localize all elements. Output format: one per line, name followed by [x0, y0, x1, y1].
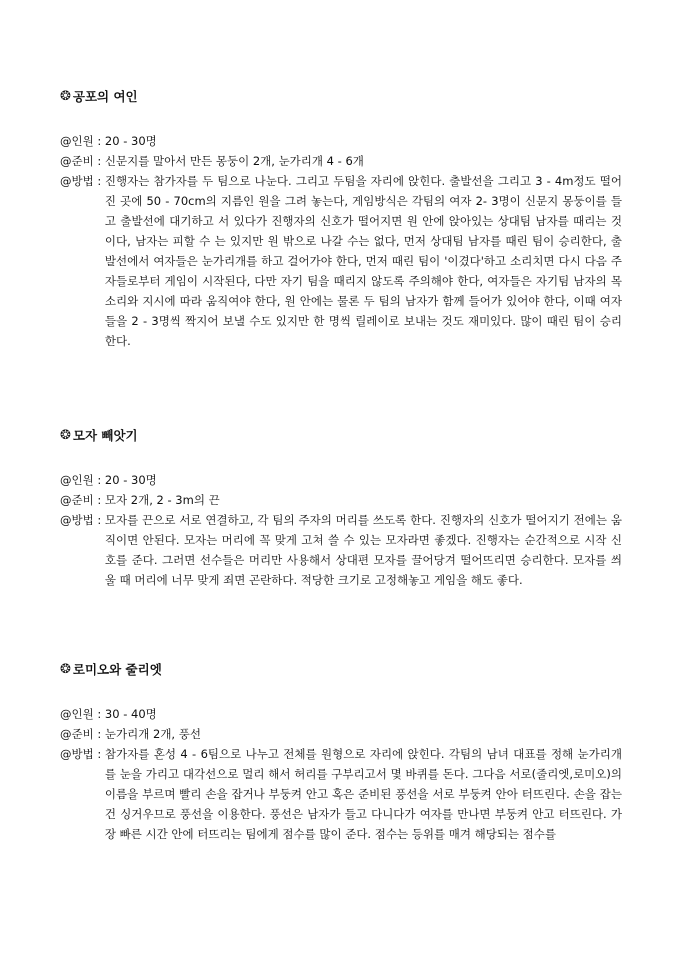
people-value: 20 - 30명	[104, 134, 157, 148]
separator: :	[93, 134, 105, 148]
section-title-text: 로미오와 줄리엣	[72, 662, 162, 677]
people-label: @인원	[60, 134, 94, 148]
separator: :	[93, 174, 105, 188]
bullet-icon: ❂	[60, 662, 71, 677]
people-row	[60, 470, 622, 490]
method-label: @방법	[60, 513, 94, 527]
people-label: @인원	[60, 473, 94, 487]
separator: :	[93, 154, 105, 168]
supplies-value: 눈가리개 2개, 풍선	[104, 727, 201, 741]
people-row	[60, 704, 622, 724]
method-row	[60, 510, 622, 590]
bullet-icon: ❂	[60, 89, 71, 104]
separator: :	[93, 707, 105, 721]
supplies-row	[60, 724, 622, 744]
section-title	[60, 89, 622, 105]
separator: :	[93, 513, 105, 527]
supplies-label: @준비	[60, 493, 94, 507]
people-row	[60, 131, 622, 151]
supplies-label: @준비	[60, 154, 94, 168]
method-value: 진행자는 참가자를 두 팀으로 나눈다. 그리고 두팀을 자리에 앉힌다. 출발선을 그리고 3 - 4m정도 떨어진 곳에 50 - 70cm의 지름인 원을 그려 놓는다, 게임방식은 각팀의 여자 2- 3명이 신문지 몽둥이를 들고 출발선에 대기하고 서 있다가 진행자의 신호가 떨어지면 원 안에 앉아있는 상대팀 남자를 때리는 것이다, 남자는 피할 수 는 있지만 원 밖으로 나갈 수는 없다, 먼저 상대팀 남자를 때린 팀이 승리한다, 출발선에서 여자들은 눈가리개를 하고 걸어가야 한다, 먼저 때린 팀이 '이겼다'하고 소리치면 다시 다음 주자들로부터 게임이 시작된다, 다만 자기 팀을 때리지 않도록 주의해야 한다, 여자들은 자기팀 남자의 목소리와 지시에 따라 움직여야 한다, 원 안에는 물론 두 팀의 남자가 함께 들어가 있어야 한다, 이때 여자들을 2 - 3명씩 짝지어 보낼 수도 있지만 한 명씩 릴레이로 보내는 것도 재미있다. 많이 때린 팀이 승리한다.	[104, 174, 622, 348]
method-label: @방법	[60, 747, 94, 761]
separator: :	[93, 727, 105, 741]
people-label: @인원	[60, 707, 94, 721]
supplies-row	[60, 490, 622, 510]
section-title	[60, 428, 622, 444]
game-section-3	[60, 662, 622, 844]
method-value: 모자를 끈으로 서로 연결하고, 각 팀의 주자의 머리를 쓰도록 한다. 진행자의 신호가 떨어지기 전에는 움직이면 안된다. 모자는 머리에 꼭 맞게 고쳐 쓸 수 있는 모자라면 좋겠다. 진행자는 순간적으로 시작 신호를 준다. 그러면 선수들은 머리만 사용해서 상대편 모자를 끌어당겨 떨어뜨리면 승리한다. 모자를 씌울 때 머리에 너무 맞게 죄면 곤란하다. 적당한 크기로 고정해놓고 게임을 해도 좋다.	[104, 513, 622, 587]
method-label: @방법	[60, 174, 94, 188]
people-value: 20 - 30명	[104, 473, 157, 487]
method-value: 참가자를 혼성 4 - 6팀으로 나누고 전체를 원형으로 자리에 앉힌다. 각팀의 남녀 대표를 정해 눈가리개를 눈을 가리고 대각선으로 멀리 해서 허리를 구부리고서 몇 바퀴를 돈다. 그다음 서로(줄리엣,로미오)의 이름을 부르며 빨리 손을 잡거나 부둥켜 안고 혹은 준비된 풍선을 서로 부둥켜 안아 터뜨린다. 손을 잡는 건 싱거우므로 풍선을 이용한다. 풍선은 남자가 들고 다니다가 여자를 만나면 부둥켜 안고 터뜨린다. 가장 빠른 시간 안에 터뜨리는 팀에게 점수를 많이 준다. 점수는 등위를 매겨 해당되는 점수를	[104, 747, 622, 841]
bullet-icon: ❂	[60, 428, 71, 443]
section-title-text: 모자 빼앗기	[72, 428, 138, 443]
game-section-2	[60, 428, 622, 590]
people-value: 30 - 40명	[104, 707, 157, 721]
supplies-row	[60, 151, 622, 171]
supplies-value: 모자 2개, 2 - 3m의 끈	[104, 493, 220, 507]
section-title-text: 공포의 여인	[72, 89, 138, 104]
separator: :	[93, 747, 105, 761]
separator: :	[93, 473, 105, 487]
method-row	[60, 744, 622, 844]
game-section-1	[60, 89, 622, 351]
section-title	[60, 662, 622, 678]
supplies-value: 신문지를 말아서 만든 몽둥이 2개, 눈가리개 4 - 6개	[104, 154, 364, 168]
separator: :	[93, 493, 105, 507]
supplies-label: @준비	[60, 727, 94, 741]
method-row	[60, 171, 622, 351]
